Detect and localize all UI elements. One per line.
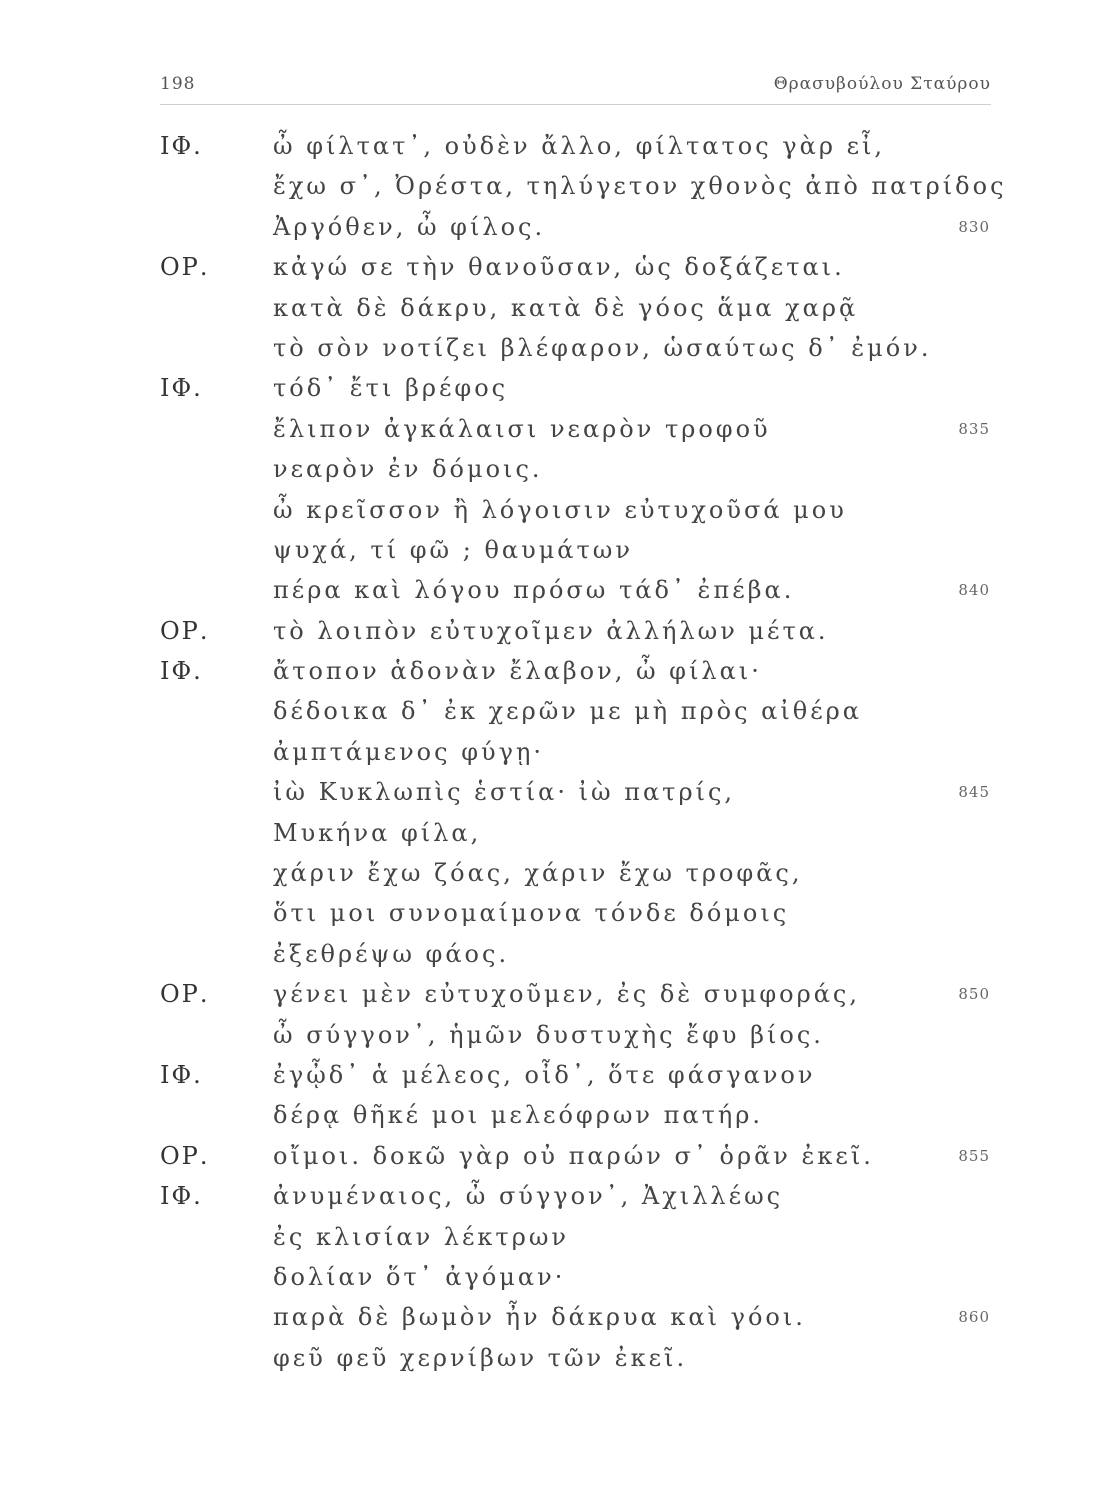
running-head	[160, 64, 991, 105]
speaker-label: ΙΦ.	[160, 657, 203, 686]
verse-line	[160, 449, 990, 489]
verse-text: τὸ λοιπὸν εὐτυχοῖμεν ἀλλήλων μέτα.	[273, 616, 829, 645]
verse-text: ἔχω σ᾽, Ὀρέστα, τηλύγετον χθονὸς ἀπὸ πατρίδος	[273, 172, 1007, 201]
verse-text: Μυκήνα φίλα,	[273, 818, 482, 847]
line-number: 835	[958, 419, 990, 438]
speaker-label: ΟΡ.	[160, 253, 210, 282]
verse-text: ὅτι μοι συνομαίμονα τόνδε δόμοις	[273, 899, 790, 928]
speaker-label: ΙΦ.	[160, 132, 203, 160]
speaker-label: ΙΦ.	[160, 1060, 203, 1089]
verse-text: οἴμοι. δοκῶ γὰρ οὐ παρών σ᾽ ὁρᾶν ἐκεῖ.	[273, 1141, 874, 1170]
verse-text: παρὰ δὲ βωμὸν ἦν δάκρυα καὶ γόοι.	[273, 1303, 806, 1332]
verse-line	[160, 1055, 990, 1095]
verse-line	[160, 247, 990, 287]
verse-line	[160, 288, 990, 328]
verse-text: ἐξεθρέψω φάος.	[273, 939, 510, 968]
verse-line	[160, 1257, 990, 1297]
verse-line	[160, 893, 990, 933]
verse-line	[160, 1136, 990, 1176]
speaker-label: ΙΦ.	[160, 374, 203, 403]
verse-line	[160, 207, 990, 247]
verse-text: ἄτοπον ἁδονὰν ἔλαβον, ὦ φίλαι·	[273, 657, 762, 686]
verse-text: δέδοικα δ᾽ ἐκ χερῶν με μὴ πρὸς αἰθέρα	[273, 697, 862, 726]
verse-text: γένει μὲν εὐτυχοῦμεν, ἐς δὲ συμφοράς,	[273, 980, 861, 1009]
verse-line	[160, 974, 990, 1014]
verse-line	[160, 368, 990, 408]
verse-text: χάριν ἔχω ζόας, χάριν ἔχω τροφᾶς,	[273, 859, 803, 888]
verse-text: Ἀργόθεν, ὦ φίλος.	[273, 212, 546, 241]
verse-line	[160, 691, 990, 731]
verse-line	[160, 772, 990, 812]
verse-text: ἰὼ Κυκλωπὶς ἑστία· ἰὼ πατρίς,	[273, 778, 736, 807]
verse-text: ἀνυμέναιος, ὦ σύγγον᾽, Ἀχιλλέως	[273, 1182, 784, 1211]
verse-text: κατὰ δὲ δάκρυ, κατὰ δὲ γόος ἅμα χαρᾷ	[273, 293, 859, 322]
speaker-label: ΙΦ.	[160, 1182, 203, 1211]
verse-text: πέρα καὶ λόγου πρόσω τάδ᾽ ἐπέβα.	[273, 576, 795, 605]
verse-line	[160, 1297, 990, 1337]
verse-text: τόδ᾽ ἔτι βρέφος	[273, 374, 509, 403]
line-number: 845	[958, 783, 990, 802]
verse-text: τὸ σὸν νοτίζει βλέφαρον, ὡσαύτως δ᾽ ἐμόν.	[273, 333, 932, 362]
verse-line	[160, 409, 990, 449]
line-number: 860	[958, 1308, 990, 1327]
page-number: 198	[160, 74, 196, 94]
verse-line	[160, 611, 990, 651]
verse-line	[160, 732, 990, 772]
verse-line	[160, 126, 990, 166]
verse-line	[160, 530, 990, 570]
verse-line	[160, 1217, 990, 1257]
verse-line	[160, 1176, 990, 1216]
verse-text: ὦ σύγγον᾽, ἡμῶν δυστυχὴς ἔφυ βίος.	[273, 1020, 824, 1049]
line-number: 850	[958, 985, 990, 1004]
line-number: 840	[958, 581, 990, 600]
verse-text: ὦ κρεῖσσον ἢ λόγοισιν εὐτυχοῦσά μου	[273, 495, 847, 524]
verse-text: ὦ φίλτατ᾽, οὐδὲν ἄλλο, φίλτατος γὰρ εἶ,	[273, 132, 886, 160]
verse-text: ἔλιπον ἀγκάλαισι νεαρὸν τροφοῦ	[273, 414, 771, 443]
verse-text: δολίαν ὅτ᾽ ἀγόμαν·	[273, 1262, 566, 1291]
line-number: 830	[958, 217, 990, 236]
verse-line	[160, 1015, 990, 1055]
verse-text: ἐς κλισίαν λέκτρων	[273, 1222, 569, 1251]
verse-body	[160, 126, 1007, 1378]
verse-text: ἀμπτάμενος φύγῃ·	[273, 737, 544, 766]
line-number: 855	[958, 1146, 990, 1165]
verse-text: ψυχά, τί φῶ ; θαυμάτων	[273, 535, 633, 564]
verse-line	[160, 853, 990, 893]
verse-line	[160, 328, 990, 368]
verse-line	[160, 813, 990, 853]
verse-line	[160, 934, 990, 974]
verse-line	[160, 490, 990, 530]
verse-line	[160, 570, 990, 610]
verse-text: νεαρὸν ἐν δόμοις.	[273, 455, 543, 484]
verse-text: φεῦ φεῦ χερνίβων τῶν ἐκεῖ.	[273, 1343, 688, 1372]
running-head-author: Θρασυβούλου Σταύρου	[773, 74, 991, 94]
speaker-label: ΟΡ.	[160, 616, 210, 645]
verse-text: ἐγᾦδ᾽ ἁ μέλεος, οἶδ᾽, ὅτε φάσγανον	[273, 1060, 816, 1089]
verse-line	[160, 1338, 990, 1378]
verse-text: κἀγώ σε τὴν θανοῦσαν, ὡς δοξάζεται.	[273, 253, 845, 282]
verse-text: δέρᾳ θῆκέ μοι μελεόφρων πατήρ.	[273, 1101, 764, 1130]
speaker-label: ΟΡ.	[160, 1141, 210, 1170]
verse-line	[160, 166, 1007, 206]
speaker-label: ΟΡ.	[160, 980, 210, 1009]
verse-line	[160, 1095, 990, 1135]
verse-line	[160, 651, 990, 691]
